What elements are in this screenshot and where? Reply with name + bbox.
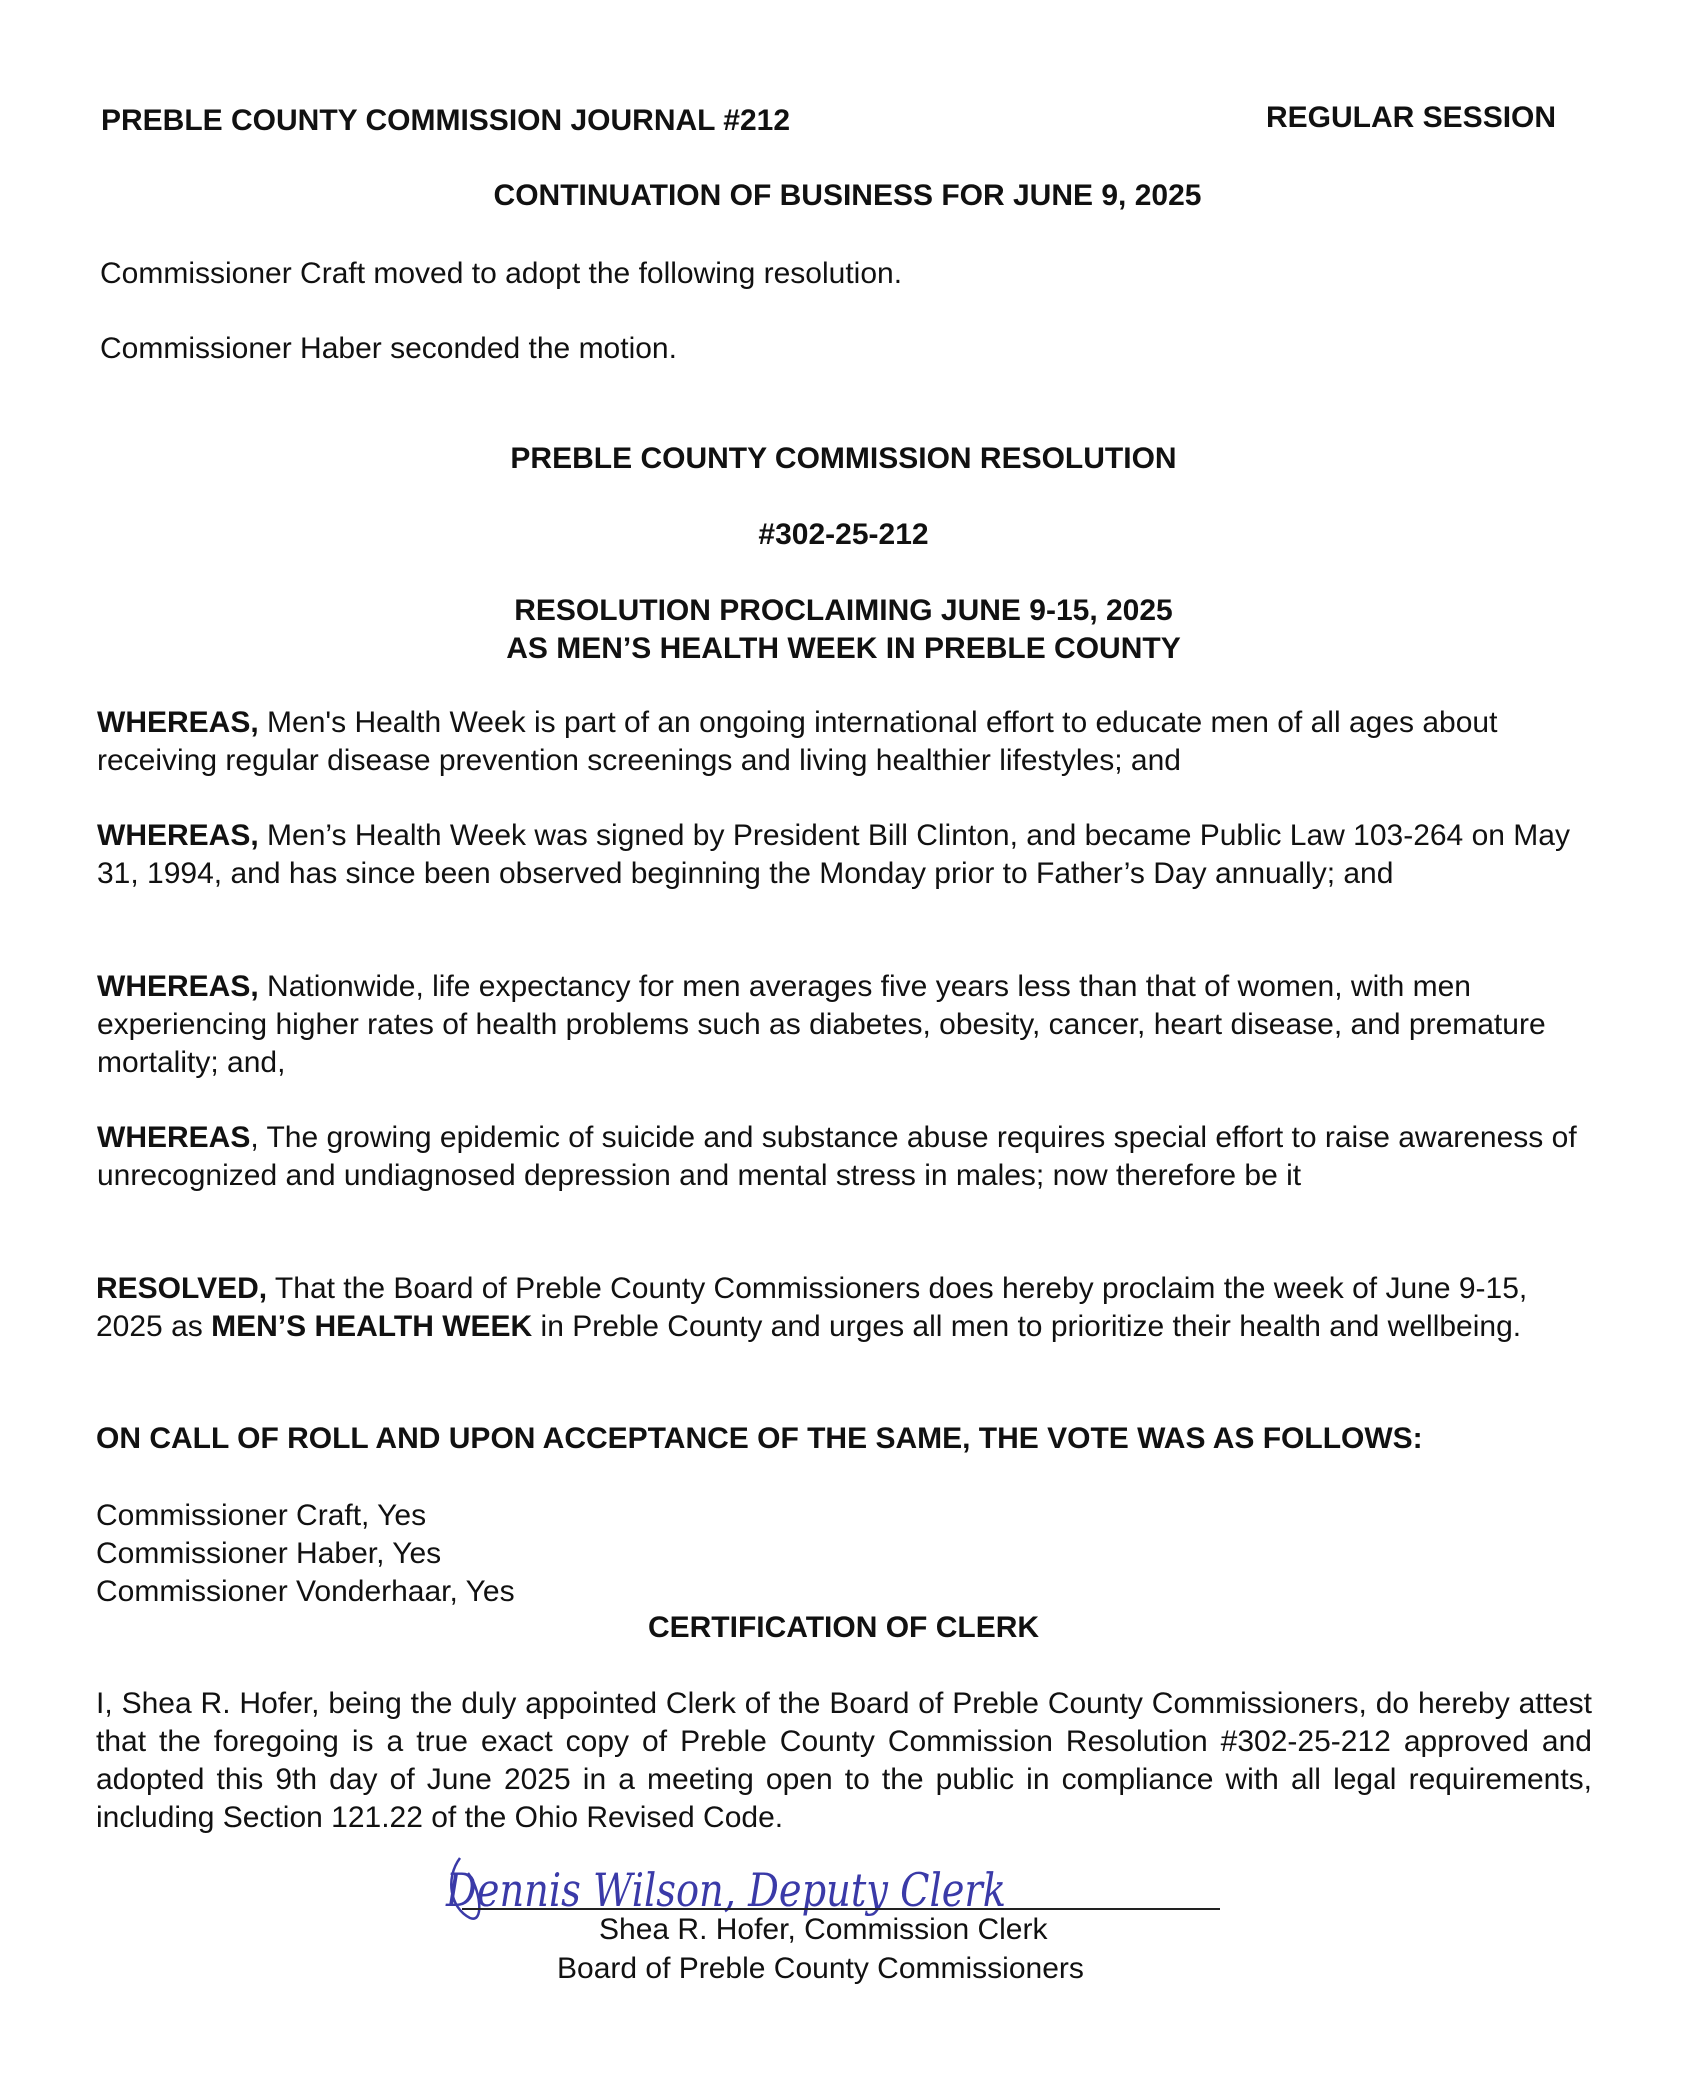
resolution-number: #302-25-212	[758, 518, 929, 551]
certification-heading: CERTIFICATION OF CLERK	[647, 1611, 1040, 1644]
resolved-text-after: in Preble County and urges all men to prioritize their health and wellbeing.	[532, 1310, 1522, 1343]
vote-line: Commissioner Craft, Yes	[96, 1499, 427, 1532]
whereas-text: Men's Health Week is part of an ongoing international effort to educate men of all ages about receiving regular disease prevention screenings and living healthier lifestyles; and	[97, 706, 1498, 777]
signer-name: Shea R. Hofer, Commission Clerk	[599, 1913, 1048, 1946]
whereas-clause	[97, 704, 1592, 780]
vote-line: Commissioner Haber, Yes	[96, 1537, 442, 1570]
resolved-text-before: That the Board of Preble County Commissioners does hereby proclaim the week of June 9-15, 2025 as	[96, 1272, 1528, 1343]
vote-line: Commissioner Vonderhaar, Yes	[96, 1575, 515, 1608]
resolved-clause	[96, 1270, 1591, 1346]
certification-text: I, Shea R. Hofer, being the duly appointed Clerk of the Board of Preble County Commissioners, do hereby attest that the foregoing is a true exact copy of Preble County Commission Resolution #302-25-212 approved and adopted this 9th day of June 2025 in a meeting open to the public in compliance with all legal requirements, including Section 121.22 of the Ohio Revised Code.	[96, 1687, 1592, 1834]
signer-organization: Board of Preble County Commissioners	[557, 1952, 1084, 1985]
resolution-title-line1: RESOLUTION PROCLAIMING JUNE 9-15, 2025	[514, 594, 1173, 627]
vote-heading: ON CALL OF ROLL AND UPON ACCEPTANCE OF THE SAME, THE VOTE WAS AS FOLLOWS:	[96, 1422, 1423, 1455]
signature-script: Dennis Wilson, Deputy Clerk	[445, 1863, 1006, 1917]
signature-line	[462, 1908, 1220, 1910]
session-label: REGULAR SESSION	[1266, 101, 1557, 134]
whereas-text: , The growing epidemic of suicide and substance abuse requires special effort to raise awareness of unrecognized and undiagnosed depression and mental stress in males; now therefore be it	[97, 1121, 1577, 1192]
motion-seconded: Commissioner Haber seconded the motion.	[100, 332, 677, 365]
journal-title: PREBLE COUNTY COMMISSION JOURNAL #212	[101, 104, 791, 137]
resolved-emphasis: MEN’S HEALTH WEEK	[211, 1310, 533, 1343]
resolution-heading: PREBLE COUNTY COMMISSION RESOLUTION	[510, 442, 1177, 475]
whereas-text: Men’s Health Week was signed by President Bill Clinton, and became Public Law 103-264 on May 31, 1994, and has since been observed beginning the Monday prior to Father’s Day annually; and	[97, 819, 1570, 890]
whereas-clause	[97, 1119, 1592, 1195]
whereas-clause	[97, 817, 1592, 893]
whereas-lead: WHEREAS,	[97, 970, 259, 1003]
motion-moved: Commissioner Craft moved to adopt the following resolution.	[100, 257, 903, 290]
whereas-lead: WHEREAS,	[97, 706, 259, 739]
whereas-lead: WHEREAS	[97, 1121, 251, 1154]
whereas-clause	[97, 968, 1592, 1082]
resolution-title-line2: AS MEN’S HEALTH WEEK IN PREBLE COUNTY	[506, 632, 1181, 665]
whereas-text: Nationwide, life expectancy for men averages five years less than that of women, with men experiencing higher rates of health problems such as diabetes, obesity, cancer, heart disease, and premature mortality; and,	[97, 970, 1546, 1079]
continuation-heading: CONTINUATION OF BUSINESS FOR JUNE 9, 2025	[493, 179, 1202, 212]
whereas-lead: WHEREAS,	[97, 819, 259, 852]
resolved-lead: RESOLVED,	[96, 1272, 268, 1305]
